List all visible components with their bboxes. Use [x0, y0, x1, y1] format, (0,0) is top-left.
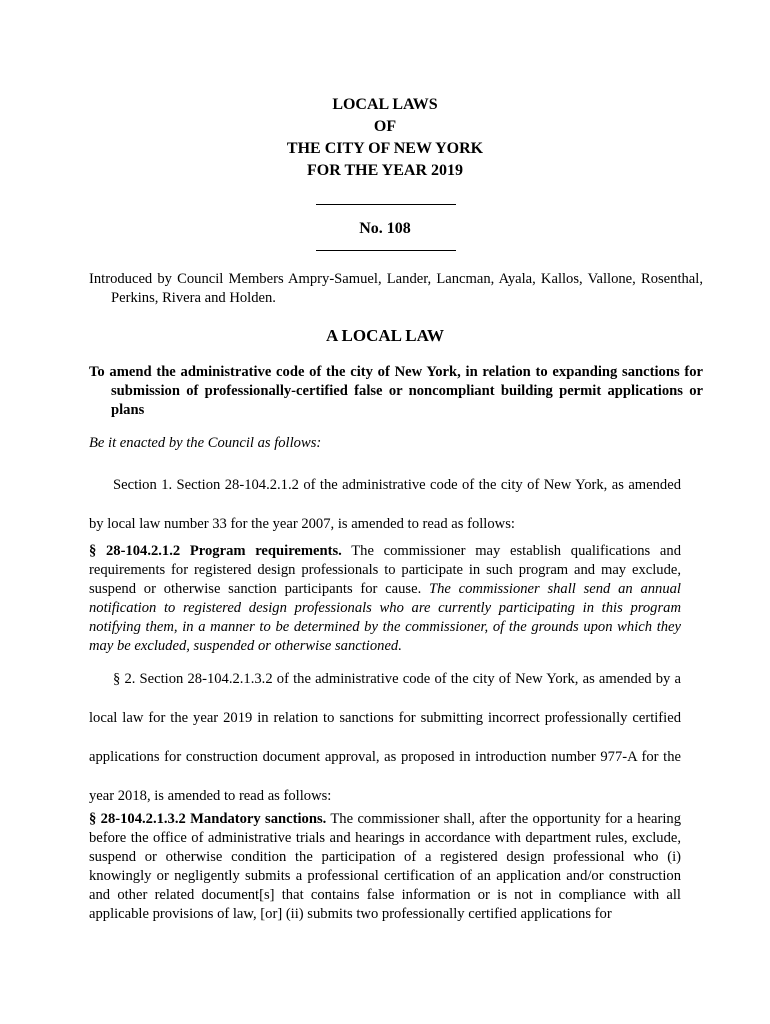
provision-1-heading: § 28-104.2.1.2 Program requirements. — [89, 543, 342, 559]
title-line-1: LOCAL LAWS — [332, 96, 438, 113]
divider-top — [316, 204, 456, 205]
enacting-clause: Be it enacted by the Council as follows: — [89, 435, 322, 451]
introduced-by: Introduced by Council Members Ampry-Samuel, Lander, Lancman, Ayala, Kallos, Vallone, Rosenthal, Perkins, Rivera and Holden. — [89, 271, 703, 306]
section-2: § 2. Section 28-104.2.1.3.2 of the administrative code of the city of New York, as amended by a local law for the year 2019 in relation to sanctions for submitting incorrect professionally certified applications for construction document approval, as proposed in introduction number 977-A for the year 2018, is amended to read as follows: — [89, 671, 681, 804]
provision-28-104-2-1-2 — [89, 542, 681, 656]
title-line-2: OF — [373, 118, 397, 135]
provision-2-text: The commissioner shall, after the opportunity for a hearing before the office of administrative trials and hearings in accordance with department rules, exclude, suspend or otherwise condition the participation of a registered design professional who (i) knowingly or negligently submits a professional certification of an application and/or construction and other related document[s] that contains false information or is not in compliance with all applicable provisions of law, [or] (ii) submits two professionally certified applications for — [89, 811, 682, 922]
purpose-statement: To amend the administrative code of the city of New York, in relation to expanding sanctions for submission of professionally-certified false or noncompliant building permit applications or plans — [89, 364, 703, 418]
provision-28-104-2-1-3-2 — [89, 810, 681, 924]
section-1: Section 1. Section 28-104.2.1.2 of the administrative code of the city of New York, as amended by local law number 33 for the year 2007, is amended to read as follows: — [89, 477, 681, 532]
title-line-3: THE CITY OF NEW YORK — [286, 140, 484, 157]
title-line-4: FOR THE YEAR 2019 — [306, 162, 463, 179]
document-title — [0, 94, 770, 182]
law-number: No. 108 — [359, 220, 411, 237]
divider-bottom — [316, 250, 456, 251]
provision-1-new-text: The commissioner shall send an annual notification to registered design professionals who are currently participating in this program notifying them, in a manner to be determined by the commissioner, of the grounds upon which they may be excluded, suspended or otherwise sanctioned. — [89, 581, 681, 654]
provision-2-heading: § 28-104.2.1.3.2 Mandatory sanctions. — [89, 811, 327, 827]
provision-1-text: The commissioner may establish qualifications and requirements for registered design professionals to participate in such program and may exclude, suspend or otherwise sanction participants for cause. — [89, 543, 681, 597]
law-heading: A LOCAL LAW — [325, 326, 445, 345]
